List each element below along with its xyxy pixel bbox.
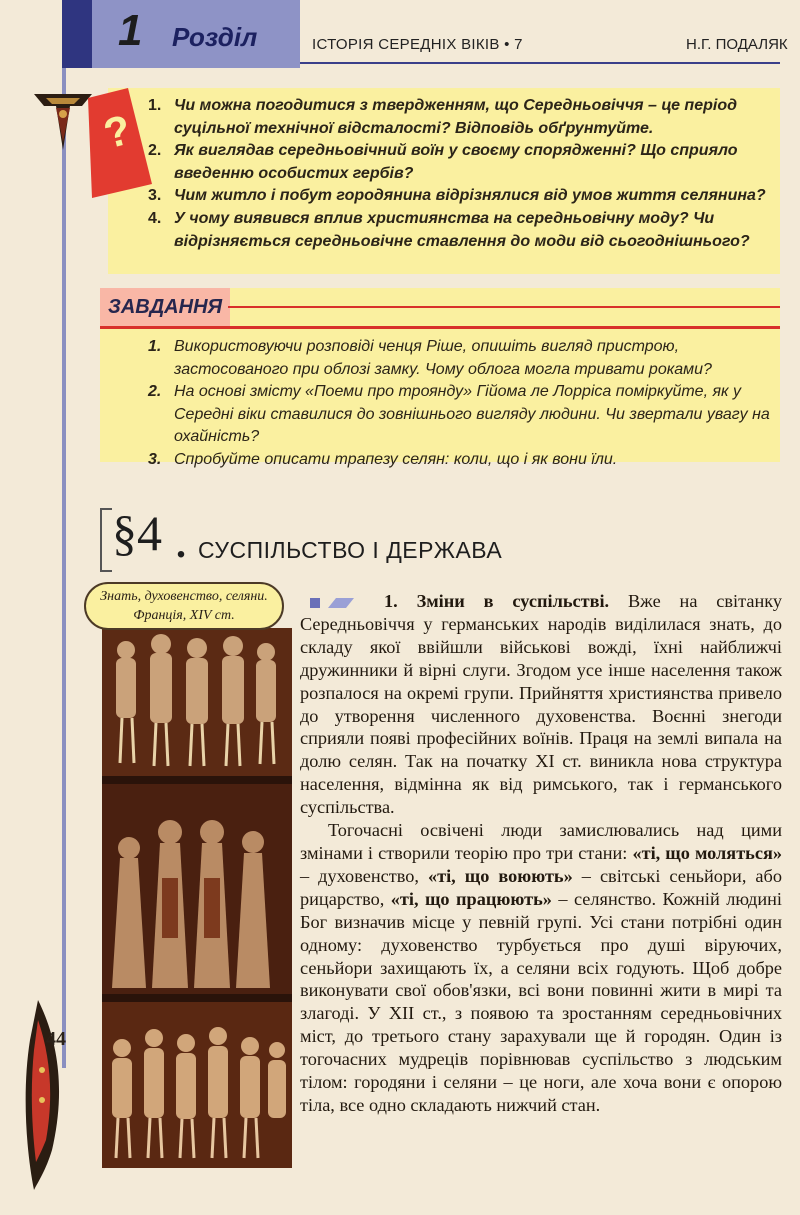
question-item: 1. Чи можна погодитися з твердженням, що Середньовіччя – це період суцільної технічної відсталості? Відповідь обґрунтуйте. [148,97,737,137]
section-bracket [100,508,112,572]
subheading: 1. Зміни в суспільстві. [384,591,610,611]
chapter-label: Розділ [172,22,258,52]
task-item: 2. На основі змісту «Поеми про троянду» Гійома ле Лорріса поміркуйте, як у Середні віки ставилися до зовнішнього вигляду людини. Чи звертали увагу на охайність? [148,383,770,446]
medieval-illustration [102,628,292,1168]
term-work: «ті, що працюють» [390,888,552,909]
capital-ornament-icon [32,92,94,152]
paragraph-2: Тогочасні освічені люди замислювались над цими змінами і створили теорію про три стани: «ті, що моляться» – духовенство, «ті, що воюють» – світські сеньйори, або рицарство, «ті, що працюють» – селянство. Кожній людині Бог визначив місце у певній групі. Усі стани потрібні один одному: духовенство турбується про душі віруючих, сеньйори захищають їх, а селяни всіх годують. Щоб добре виконувати свої обов'язки, всі вони повинні жити в мирі та злагоді. У XII ст., з появою та зростанням середньовічних міст, до третього стану зарахували ще й городян. Один із тогочасних мудреців порівнював суспільство з людським тілом: городяни і селяни – це ноги, але хоча вони є опорою тіла, все одно складають нижчий стан. [300,820,782,1115]
section-title: СУСПІЛЬСТВО І ДЕРЖАВА [198,537,503,563]
questions-list [148,95,776,253]
term-pray: «ті, що моляться» [632,842,782,863]
question-item: 4. У чому виявився вплив християнства на середньовічну моду? Чи відрізняється середньовічне ставлення до моди від сьогоднішнього? [148,209,750,250]
tasks-heading-rule [100,326,780,329]
illustration-image [102,628,292,1168]
chapter-number: 1 [118,6,143,55]
question-mark-icon [88,88,152,198]
running-title: ІСТОРІЯ СЕРЕДНІХ ВІКІВ • 7 [312,36,523,53]
author-name: Н.Г. ПОДАЛЯК [686,36,788,53]
task-item: 1. Використовуючи розповіді ченця Ріше, опишіть вигляд пристрою, застосованого при облозі замку. Чому облога могла тривати роками? [148,338,712,378]
question-item: 2. Як виглядав середньовічний воїн у своєму спорядженні? Що сприяло введенню особистих гербів? [148,142,738,182]
tasks-list [148,336,780,472]
paragraph-1: 1. Зміни в суспільстві. Вже на світанку Середньовіччя у германських народів виділилася знать, до складу якої ввійшли військові вожді, їхні найближчі дружинники й вірні слуги. Згодом усе інше населення також розпалося на окремі групи. Прийняття християнства привело до утворення численного духовенства. Воєнні знегоди сприяли появі професійних воїнів. Праця на землі випала на долю селян. Так на початку XI ст. виникла нова структура населення, відмінна як від римського, так і германського суспільства. [300,591,782,818]
header-accent [62,0,92,68]
page-number: 44 [46,1028,66,1050]
header-rule [300,62,780,64]
section-dot: . [176,521,186,566]
term-fight: «ті, що воюють» [427,865,573,886]
body-text [300,590,782,1117]
margin-rule [62,68,66,1068]
tasks-heading-rule-top [228,306,780,308]
svg-text:?: ? [99,105,136,158]
tasks-heading: ЗАВДАННЯ [108,296,223,318]
header-light-area [300,0,780,68]
image-caption: Знать, духовенство, селяни. Франція, XIV ст. [84,582,284,630]
question-item: 3. Чим житло і побут городянина відрізнялися від умов життя селянина? [148,187,766,205]
section-number: §4 [112,505,162,561]
task-item: 3. Спробуйте описати трапезу селян: коли, що і як вони їли. [148,450,618,468]
